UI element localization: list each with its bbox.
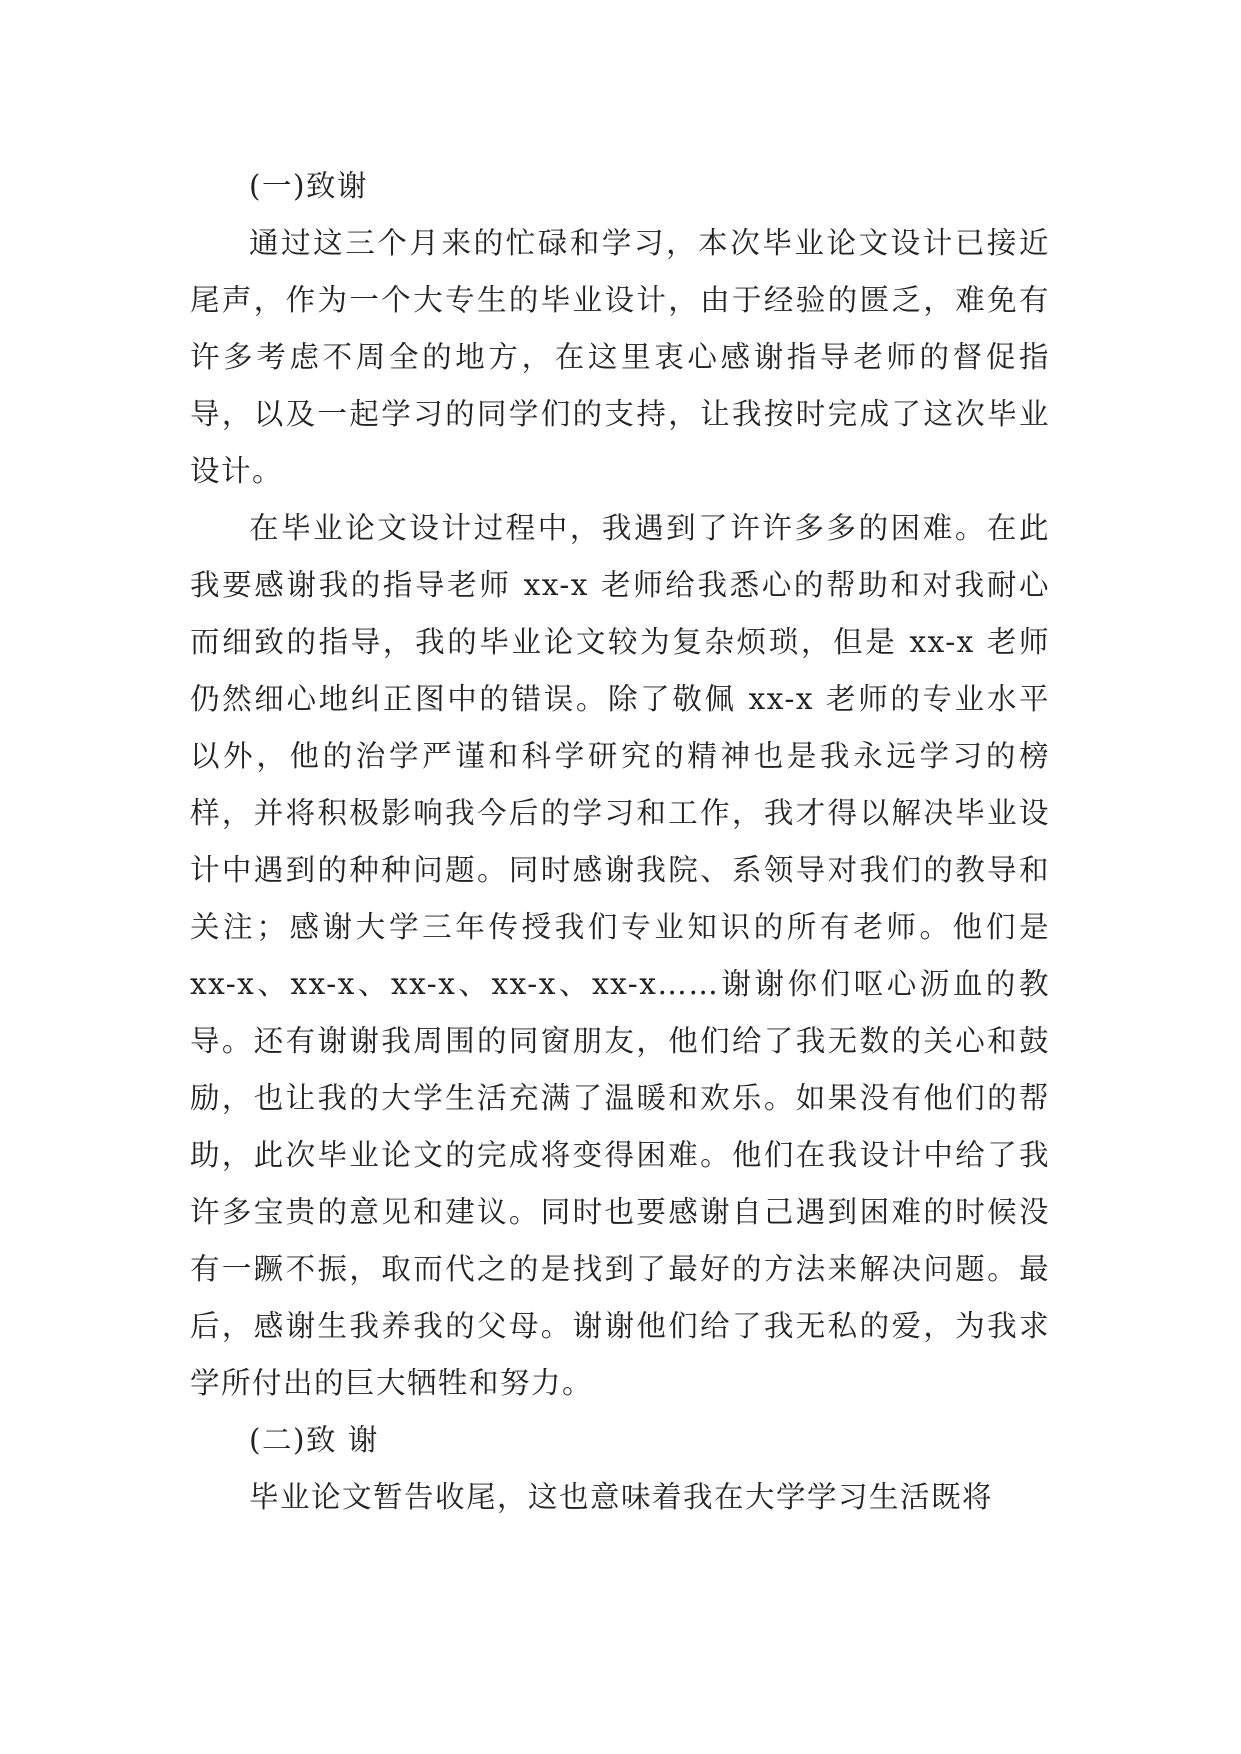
paragraph: 通过这三个月来的忙碌和学习，本次毕业论文设计已接近尾声，作为一个大专生的毕业设计，由于经验的匮乏，难免有许多考虑不周全的地方，在这里衷心感谢指导老师的督促指导，以及一起学习的同学们的支持，让我按时完成了这次毕业设计。 [190,226,1050,488]
section-heading-1: (一)致谢 [249,169,369,203]
document-body [190,158,1050,1526]
paragraph: 毕业论文暂告收尾，这也意味着我在大学学习生活既将 [249,1480,994,1514]
paragraph: 在毕业论文设计过程中，我遇到了许许多多的困难。在此我要感谢我的指导老师 xx-x 老师给我悉心的帮助和对我耐心而细致的指导，我的毕业论文较为复杂烦琐，但是 xx-x 老师仍然细心地纠正图中的错误。除了敬佩 xx-x 老师的专业水平以外，他的治学严谨和科学研究的精神也是我永远学习的榜样，并将积极影响我今后的学习和工作，我才得以解决毕业设计中遇到的种种问题。同时感谢我院、系领导对我们的教导和关注；感谢大学三年传授我们专业知识的所有老师。他们是 xx-x、xx-x、xx-x、xx-x、xx-x……谢谢你们呕心沥血的教导。还有谢谢我周围的同窗朋友，他们给了我无数的关心和鼓励，也让我的大学生活充满了温暖和欢乐。如果没有他们的帮助，此次毕业论文的完成将变得困难。他们在我设计中给了我许多宝贵的意见和建议。同时也要感谢自己遇到困难的时候没有一蹶不振，取而代之的是找到了最好的方法来解决问题。最后，感谢生我养我的父母。谢谢他们给了我无私的爱，为我求学所付出的巨大牺牲和努力。 [190,511,1050,1400]
section-heading-2: (二)致 谢 [249,1423,379,1457]
